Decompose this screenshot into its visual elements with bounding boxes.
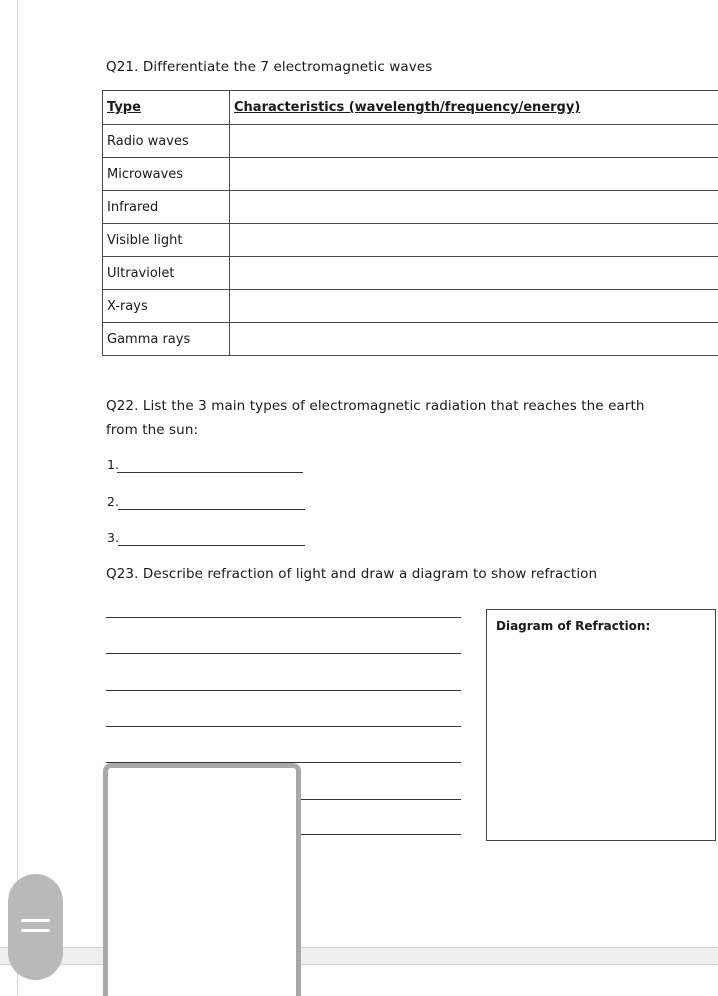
answer-line-3[interactable] (118, 545, 305, 546)
table-row (103, 125, 718, 158)
row-type: Infrared (103, 191, 230, 224)
answer-number-1: 1. (107, 457, 119, 472)
page-edge (17, 0, 18, 996)
scroll-handle[interactable] (8, 874, 63, 980)
overlay-panel[interactable] (103, 763, 301, 996)
answer-line-2[interactable] (118, 509, 305, 510)
q21-title: Q21. Differentiate the 7 electromagnetic waves (106, 59, 433, 75)
row-answer-cell[interactable] (230, 191, 718, 224)
row-type: Radio waves (103, 125, 230, 158)
answer-line-1[interactable] (117, 472, 303, 473)
em-waves-table (102, 90, 718, 356)
table-row (103, 257, 718, 290)
header-characteristics: Characteristics (wavelength/frequency/energy) (230, 91, 718, 125)
answer-number-3: 3. (107, 530, 119, 545)
q22-question-line2: from the sun: (106, 422, 199, 438)
table-row (103, 290, 718, 323)
table-row (103, 323, 718, 356)
describe-line[interactable] (106, 690, 461, 691)
header-type: Type (103, 91, 230, 125)
describe-line[interactable] (106, 726, 461, 727)
q22-question-line1: Q22. List the 3 main types of electromagnetic radiation that reaches the earth (106, 398, 645, 414)
row-answer-cell[interactable] (230, 257, 718, 290)
table-header-row (103, 91, 718, 125)
table-row (103, 158, 718, 191)
diagram-label: Diagram of Refraction: (496, 619, 651, 633)
table-row (103, 191, 718, 224)
grip-bar-icon (21, 929, 50, 932)
row-answer-cell[interactable] (230, 125, 718, 158)
diagram-box[interactable] (486, 609, 716, 841)
grip-bar-icon (21, 919, 50, 922)
row-type: Microwaves (103, 158, 230, 191)
row-type: X-rays (103, 290, 230, 323)
q23-title: Q23. Describe refraction of light and draw a diagram to show refraction (106, 566, 598, 582)
describe-line[interactable] (106, 617, 461, 618)
row-answer-cell[interactable] (230, 323, 718, 356)
row-answer-cell[interactable] (230, 224, 718, 257)
row-type: Gamma rays (103, 323, 230, 356)
describe-line[interactable] (106, 653, 461, 654)
row-answer-cell[interactable] (230, 158, 718, 191)
table-row (103, 224, 718, 257)
row-answer-cell[interactable] (230, 290, 718, 323)
answer-number-2: 2. (107, 494, 119, 509)
row-type: Visible light (103, 224, 230, 257)
row-type: Ultraviolet (103, 257, 230, 290)
